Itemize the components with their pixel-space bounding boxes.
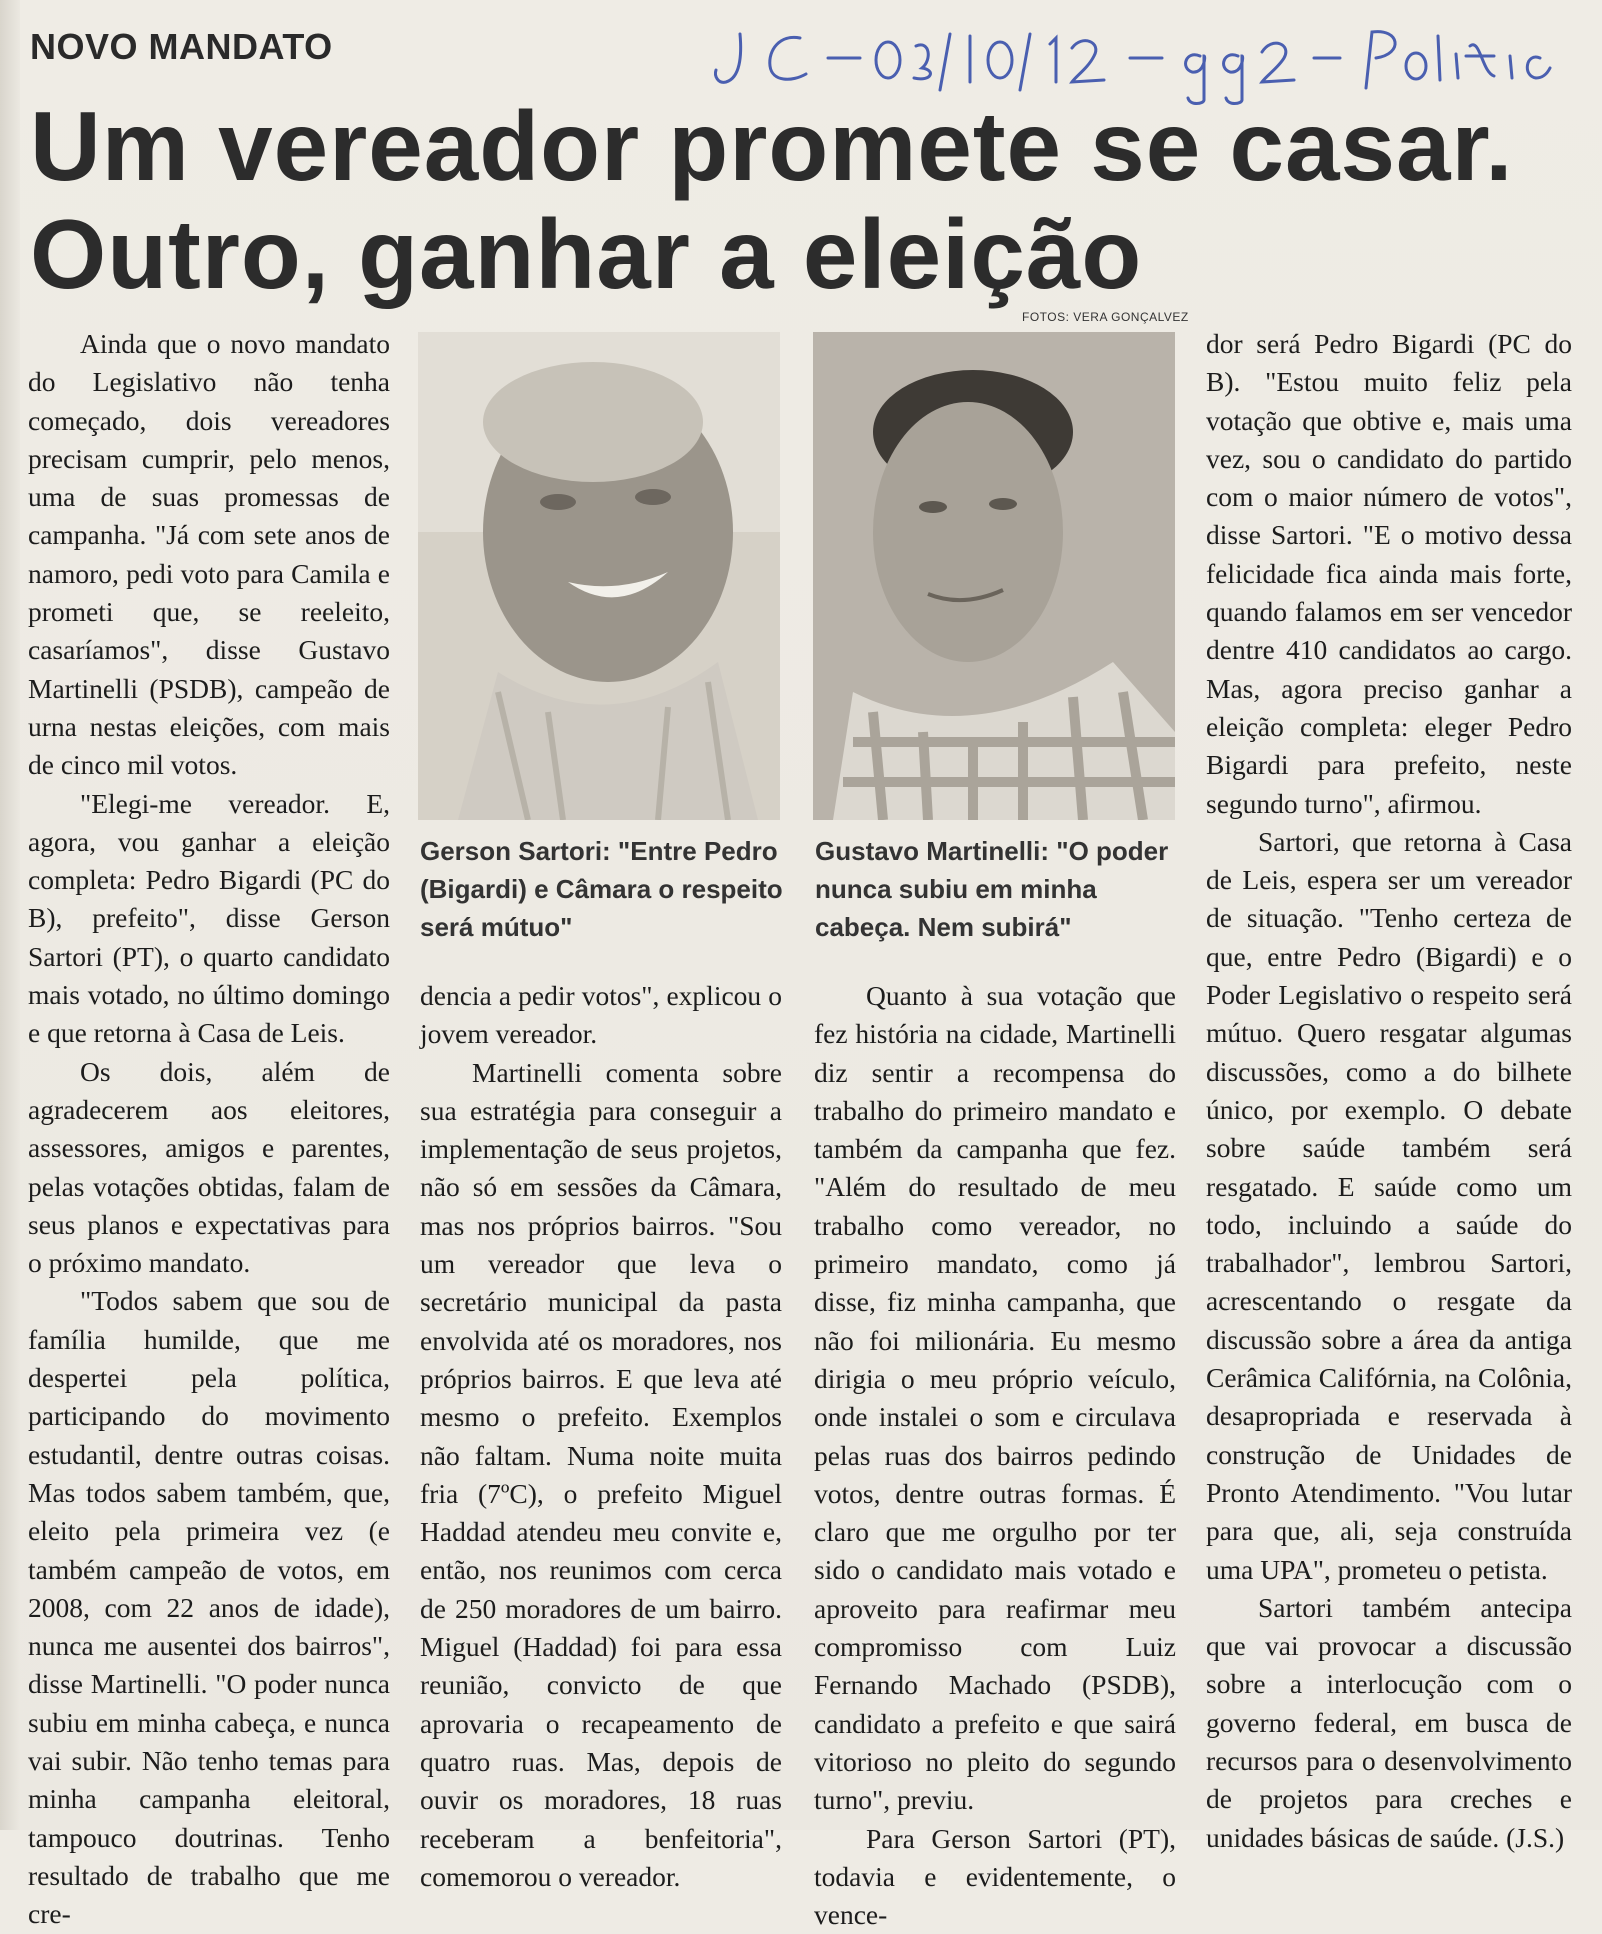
clipping-edge [0, 0, 20, 1830]
article-column-4 [1206, 325, 1572, 1857]
caption-gerson-sartori: Gerson Sartori: "Entre Pedro (Bigardi) e Câmara o respeito será mútuo" [420, 836, 783, 942]
section-label: NOVO MANDATO [30, 26, 333, 67]
photo-gustavo-martinelli [813, 332, 1175, 820]
paragraph: Para Gerson Sartori (PT), todavia e evidentemente, o vence- [814, 1822, 1176, 1931]
paragraph: dor será Pedro Bigardi (PC do B). "Estou muito feliz pela votação que obtive e, mais uma vez, sou o candidato do partido com o maior número de votos", disse Sartori. "E o motivo dessa felicidade fica ainda mais forte, quando falamos em ser vencedor dentre 410 candidatos ao cargo. Mas, agora preciso ganhar a eleição completa: eleger Pedro Bigardi para prefeito, neste segundo turno", afirmou. [1206, 328, 1572, 819]
paragraph: Sartori, que retorna à Casa de Leis, espera ser um vereador de situação. "Tenho certeza de que, entre Pedro (Bigardi) e o Poder Legislativo o respeito será mútuo. Quero resgatar algumas discussões, como a do bilhete único, por exemplo. O debate sobre saúde também será resgatado. E saúde como um todo, incluindo a saúde do trabalhador", lembrou Sartori, acrescentando o resgate da discussão sobre a área da antiga Cerâmica Califórnia, na Colônia, desapropriada e reservada à construção de Unidades de Pronto Atendimento. "Vou lutar para que, ali, seja construída uma UPA", prometeu o petista. [1206, 825, 1572, 1585]
article-column-3 [814, 977, 1176, 1934]
paragraph: Quanto à sua votação que fez história na cidade, Martinelli diz sentir a recompensa do trabalho do primeiro mandato e também da campanha que fez. "Além do resultado de meu trabalho como vereador, no primeiro mandato, como já disse, fiz minha campanha, que não foi milionária. Eu mesmo dirigia o meu próprio veículo, onde instalei o som e circulava pelas ruas dos bairros pedindo votos, dentre outras formas. É claro que me orgulho por ter sido o candidato mais votado e aproveito para reafirmar meu compromisso com Luiz Fernando Machado (PSDB), candidato a prefeito e que sairá vitorioso no pleito do segundo turno", previu. [814, 980, 1176, 1816]
paragraph: Martinelli comenta sobre sua estratégia para conseguir a implementação de seus projetos, não só em sessões da Câmara, mas nos próprios bairros. "Sou um vereador que leva o secretário municipal da pasta envolvida até os moradores, nos próprios bairros. E que leva até mesmo o prefeito. Exemplos não faltam. Numa noite muita fria (7ºC), o prefeito Miguel Haddad atendeu meu convite e, então, nos reunimos com cerca de 250 moradores de um bairro. Miguel (Haddad) foi para essa reunião, convicto de que aprovaria o recapeamento de quatro ruas. Mas, depois de ouvir os moradores, 18 ruas receberam a benfeitoria", comemorou o vereador. [420, 1056, 782, 1892]
paragraph: Ainda que o novo mandato do Legislativo não tenha começado, dois vereadores precisam cumprir, pelo menos, uma de suas promessas de campanha. "Já com sete anos de namoro, pedi voto para Camila e prometi que, se reeleito, casaríamos", disse Gustavo Martinelli (PSDB), campeão de urna nestas eleições, com mais de cinco mil votos. [28, 328, 390, 781]
paragraph: dencia a pedir votos", explicou o jovem vereador. [420, 980, 782, 1050]
photo-credit: FOTOS: VERA GONÇALVEZ [1022, 310, 1189, 324]
headline: Um vereador promete se casar. Outro, ganhar a eleição [30, 91, 1514, 309]
paragraph: "Todos sabem que sou de família humilde, que me despertei pela política, participando do movimento estudantil, dentre outras coisas. Mas todos sabem também, que, eleito pela primeira vez (e também campeão de votos, em 2008, com 22 anos de idade), nunca me ausentei dos bairros", disse Martinelli. "O poder nunca subiu em minha cabeça, e nunca vai subir. Não tenho temas para minha campanha eleitoral, tampouco doutrinas. Tenho resultado de trabalho que me cre- [28, 1285, 390, 1930]
article-column-1 [28, 325, 390, 1933]
paragraph: Sartori também antecipa que vai provocar a discussão sobre a interlocução com o governo federal, em busca de recursos para o desenvolvimento de projetos para creches e unidades básicas de saúde. (J.S.) [1206, 1591, 1572, 1853]
paragraph: "Elegi-me vereador. E, agora, vou ganhar a eleição completa: Pedro Bigardi (PC do B), prefeito", disse Gerson Sartori (PT), o quarto candidato mais votado, no último domingo e que retorna à Casa de Leis. [28, 787, 390, 1049]
photo-gerson-sartori [418, 332, 780, 820]
caption-gustavo-martinelli: Gustavo Martinelli: "O poder nunca subiu em minha cabeça. Nem subirá" [815, 836, 1169, 942]
article-column-2 [420, 977, 782, 1896]
paragraph: Os dois, além de agradecerem aos eleitores, assessores, amigos e parentes, pelas votações obtidas, falam de seus planos e expectativas para o próximo mandato. [28, 1055, 390, 1279]
